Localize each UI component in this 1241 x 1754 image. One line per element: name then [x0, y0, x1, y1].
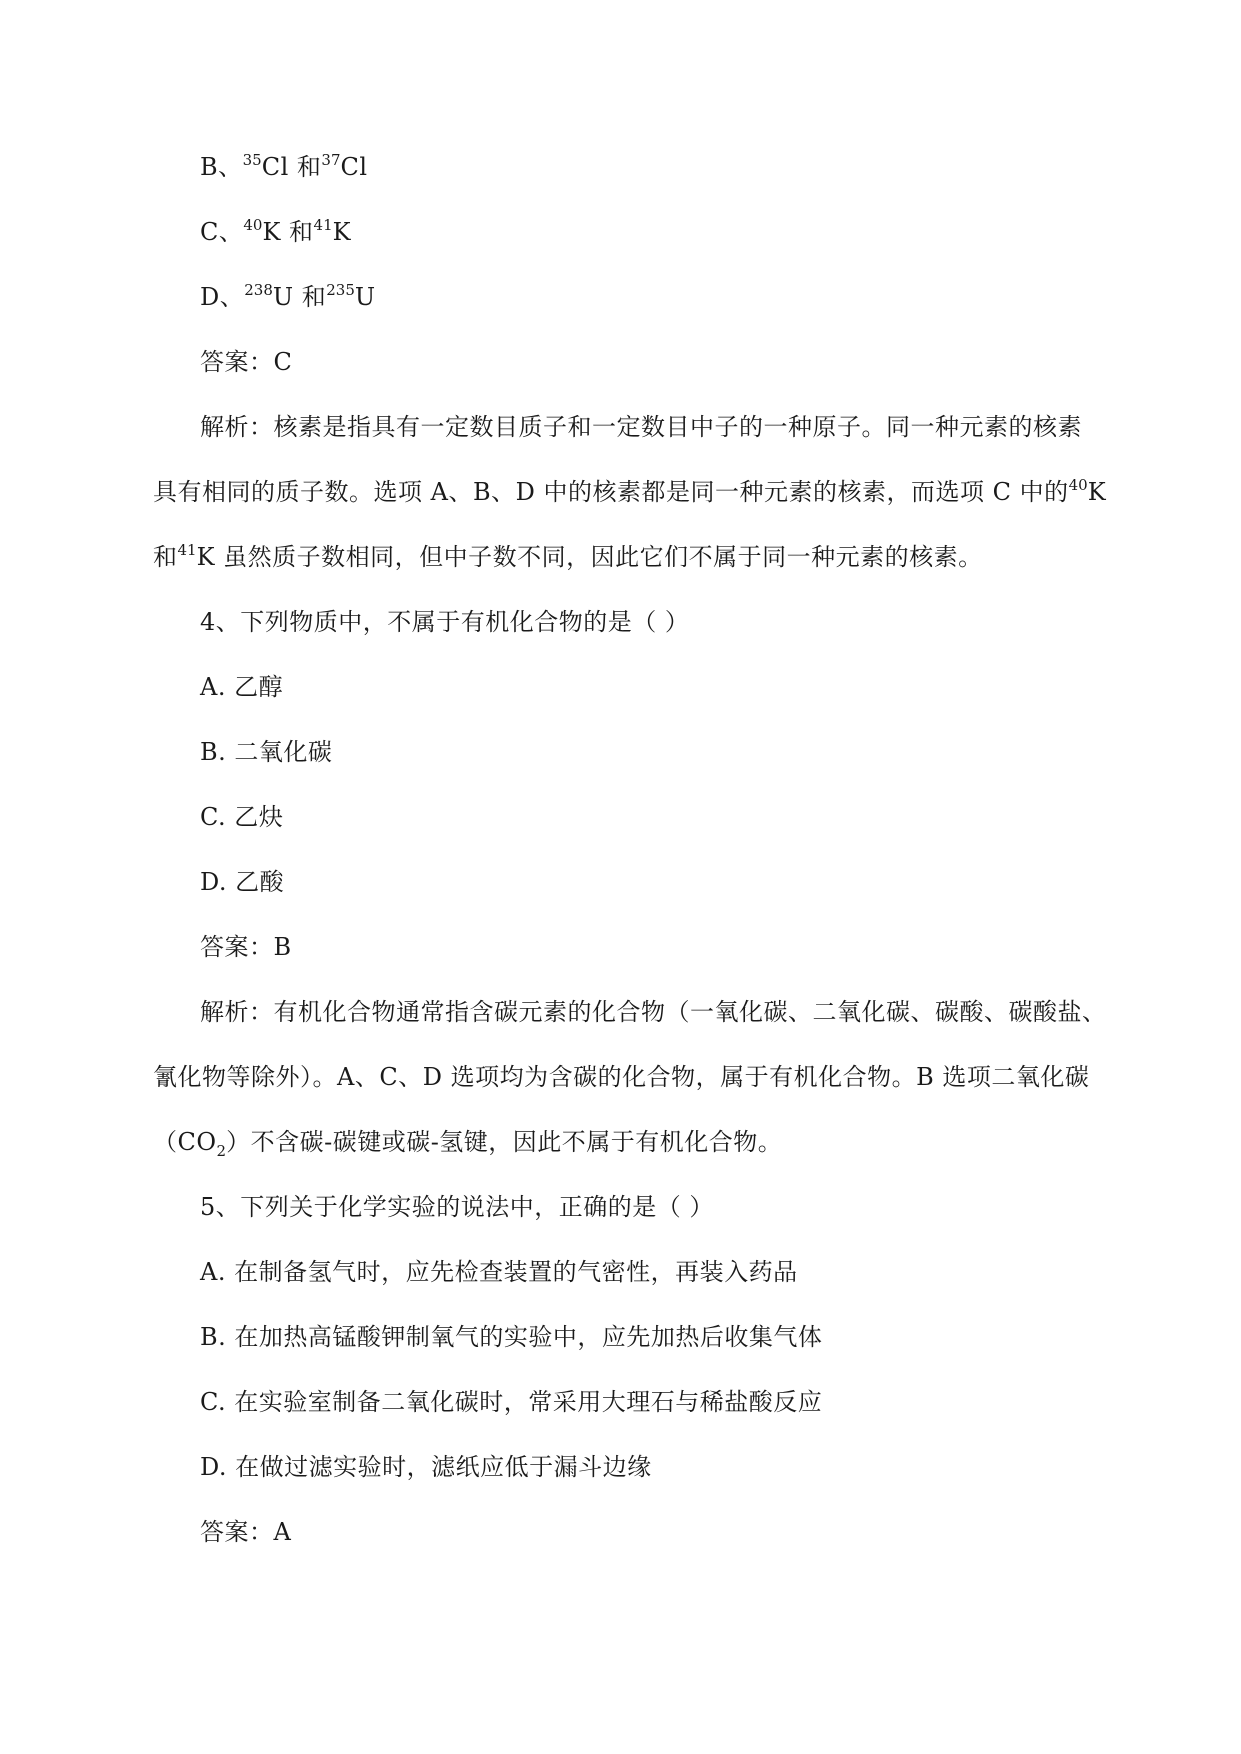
q3-option-b	[200, 152, 368, 185]
q3-answer: 答案：C	[200, 348, 293, 376]
q3-option-d	[200, 282, 376, 315]
option-prefix: B、	[200, 153, 243, 181]
analysis-text: 具有相同的质子数。选项 A、B、D 中的核素都是同一种元素的核素，而选项 C 中的	[153, 478, 1069, 506]
q5-answer: 答案：A	[200, 1518, 292, 1546]
analysis-text: 和	[153, 543, 178, 571]
analysis-text: （CO	[153, 1128, 217, 1156]
q4-stem: 4、下列物质中，不属于有机化合物的是（ ）	[200, 608, 690, 636]
mass-number: 41	[177, 541, 197, 559]
q4-analysis-line-1: 解析：有机化合物通常指含碳元素的化合物（一氧化碳、二氧化碳、碳酸、碳酸盐、	[200, 998, 1107, 1026]
q3-analysis-line-1: 解析：核素是指具有一定数目质子和一定数目中子的一种原子。同一种元素的核素	[200, 413, 1082, 441]
mass-number: 235	[326, 281, 355, 299]
element-symbol: Cl	[340, 153, 368, 181]
conjunction: 和	[293, 283, 327, 311]
analysis-text: K 虽然质子数相同，但中子数不同，因此它们不属于同一种元素的核素。	[196, 543, 983, 571]
element-symbol: K	[1087, 478, 1107, 506]
conjunction: 和	[280, 218, 314, 246]
q4-option-b: B. 二氧化碳	[200, 738, 333, 766]
option-prefix: C、	[200, 218, 244, 246]
element-symbol: K	[332, 218, 352, 246]
q5-option-c: C. 在实验室制备二氧化碳时，常采用大理石与稀盐酸反应	[200, 1388, 823, 1416]
element-symbol: U	[354, 283, 376, 311]
subscript: 2	[216, 1142, 227, 1160]
q3-analysis-line-2	[153, 477, 1106, 510]
mass-number: 41	[313, 216, 333, 234]
q4-option-a: A. 乙醇	[200, 673, 284, 701]
mass-number: 37	[321, 151, 341, 169]
analysis-text: ）不含碳-碳键或碳-氢键，因此不属于有机化合物。	[226, 1128, 783, 1156]
q5-stem: 5、下列关于化学实验的说法中，正确的是（ ）	[200, 1193, 714, 1221]
q4-analysis-line-2: 氰化物等除外）。A、C、D 选项均为含碳的化合物，属于有机化合物。B 选项二氧化碳	[153, 1063, 1090, 1091]
element-symbol: K	[262, 218, 281, 246]
q4-option-d: D. 乙酸	[200, 868, 285, 896]
q4-option-c: C. 乙炔	[200, 803, 284, 831]
mass-number: 238	[244, 281, 273, 299]
q3-option-c	[200, 217, 351, 250]
q4-analysis-line-3	[153, 1127, 782, 1160]
element-symbol: Cl	[261, 153, 289, 181]
mass-number: 40	[1068, 476, 1088, 494]
mass-number: 40	[243, 216, 263, 234]
q3-analysis-line-3	[153, 542, 983, 575]
q5-option-d: D. 在做过滤实验时，滤纸应低于漏斗边缘	[200, 1453, 652, 1481]
q5-option-a: A. 在制备氢气时，应先检查装置的气密性，再装入药品	[200, 1258, 798, 1286]
option-prefix: D、	[200, 283, 245, 311]
q5-option-b: B. 在加热高锰酸钾制氧气的实验中，应先加热后收集气体	[200, 1323, 823, 1351]
mass-number: 35	[242, 151, 262, 169]
element-symbol: U	[272, 283, 294, 311]
q4-answer: 答案：B	[200, 933, 292, 961]
conjunction: 和	[288, 153, 322, 181]
